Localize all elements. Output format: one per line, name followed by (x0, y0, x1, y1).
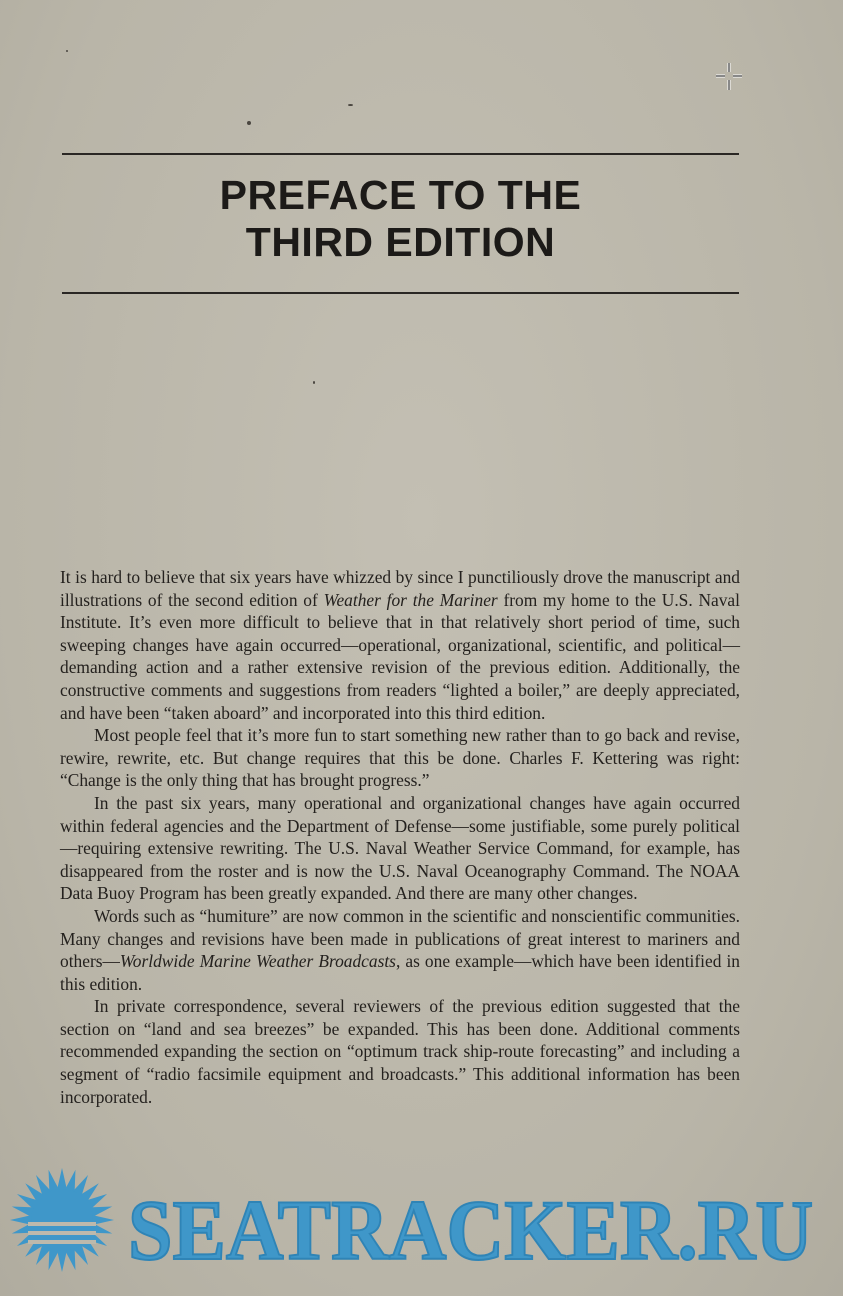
text-run: Most people feel that it’s more fun to start something new rather than to go back and revise, rewire, rewrite, etc. But change requires that this be done. Charles F. Kettering was right: “Change is the only thing that has brought progress.” (60, 725, 740, 791)
crosshair-cursor-icon (714, 62, 744, 92)
text-run: In private correspondence, several reviewers of the previous edition suggested that the section on “land and sea breezes” be expanded. This has been done. Additional comments recommended expanding the section on “optimum track ship-route forecasting” and including a segment of “radio facsimile equipment and broadcasts.” This additional information has been incorporated. (60, 996, 740, 1107)
page-title-line-2: THIRD EDITION (245, 219, 556, 265)
scan-speck (348, 104, 353, 106)
paragraph (60, 566, 740, 724)
text-run: , as one example—which have been identified in this edition. (60, 951, 740, 994)
page-title-line-1: PREFACE TO THE (219, 172, 582, 218)
scan-speck (66, 50, 68, 52)
paragraph (60, 905, 740, 995)
sun-over-sea-icon (10, 1168, 114, 1272)
italic-title: Worldwide Marine Weather Broadcasts (119, 951, 396, 972)
bottom-rule (62, 292, 739, 294)
scan-speck (313, 381, 315, 384)
italic-title: Weather for the Mariner (323, 589, 498, 610)
text-run: from my home to the U.S. Naval Institute. It’s even more difficult to believe that in that relatively short period of time, such sweeping changes have again occurred—operational, organizational, scientific, and political—demanding action and a rather extensive revision of the previous edition. Additionally, the constructive comments and suggestions from readers “lighted a boiler,” are deeply appreciated, and have been “taken aboard” and incorporated into this third edition. (60, 589, 740, 723)
page-title (62, 172, 739, 266)
text-run: In the past six years, many operational and organizational changes have again occurred within federal agencies and the Department of Defense—some justifiable, some purely political—requiring extensive rewriting. The U.S. Naval Weather Service Command, for example, has disappeared from the roster and is now the U.S. Naval Oceanography Command. The NOAA Data Buoy Program has been greatly expanded. And there are many other changes. (60, 792, 740, 904)
paragraph (60, 724, 740, 792)
text-run: It is hard to believe that six years have whizzed by since I punctiliously drove the manuscript and illustrations of the second edition of (60, 567, 740, 610)
watermark-text: SEATRACKER.RU (128, 1182, 814, 1278)
preface-body (60, 566, 740, 1108)
paragraph (60, 792, 740, 905)
paragraph (60, 995, 740, 1108)
top-rule (62, 153, 739, 155)
scan-speck (247, 121, 251, 125)
text-run: Words such as “humiture” are now common in the scientific and nonscientific communities. Many changes and revisions have been made in publications of great interest to mariners and others— (60, 905, 740, 972)
